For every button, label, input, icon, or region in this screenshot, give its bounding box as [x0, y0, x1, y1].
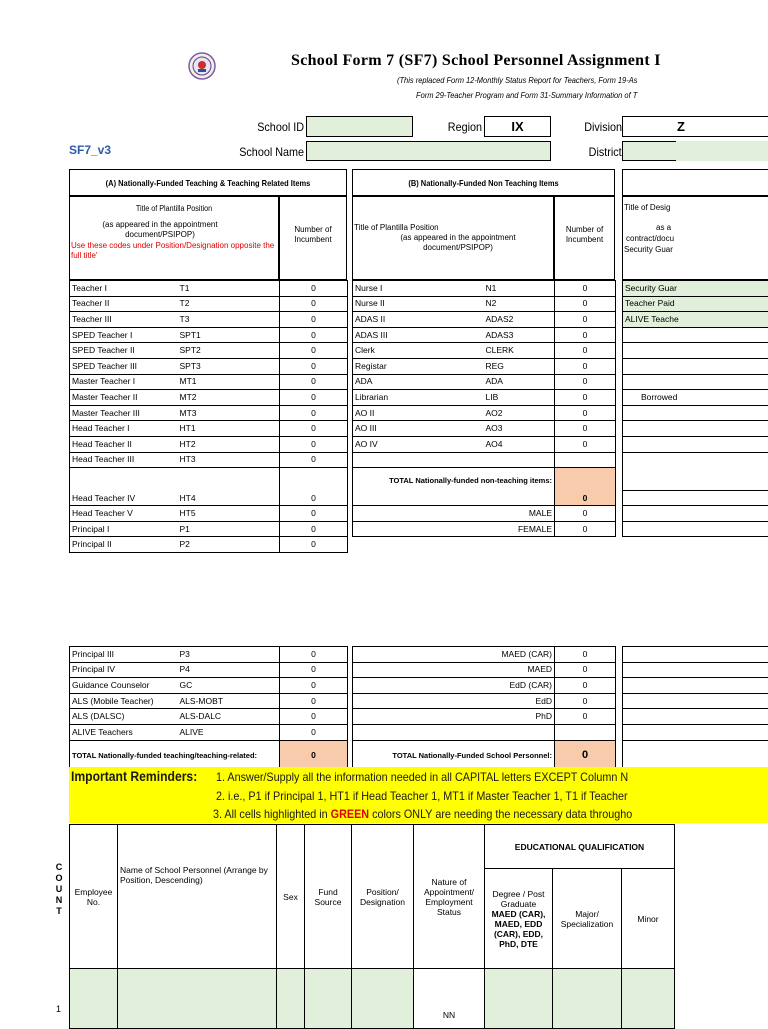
position-title: SPED Teacher I	[70, 327, 178, 343]
position-code: ADAS2	[484, 312, 555, 328]
incumbent-count: 0	[555, 405, 616, 421]
designation-cell[interactable]	[623, 343, 768, 359]
table-row	[353, 343, 616, 359]
position-code: HT1	[178, 421, 280, 437]
table-row	[623, 436, 768, 452]
section-b-count-header	[554, 196, 615, 280]
table-row	[623, 343, 768, 359]
designation-cell[interactable]: Borrowed	[623, 390, 768, 406]
reminder-line-3-pre: 3. All cells highlighted in	[213, 807, 331, 821]
position-code: T1	[178, 281, 280, 297]
designation-cell[interactable]	[623, 662, 768, 678]
position-code: T3	[178, 312, 280, 328]
designation-cell[interactable]	[623, 452, 768, 490]
form-title: School Form 7 (SF7) School Personnel Assignment I	[291, 52, 661, 70]
incumbent-count: 0	[280, 343, 348, 359]
name-cell[interactable]	[118, 969, 277, 1029]
degree-count: 0	[555, 709, 616, 725]
table-row	[623, 693, 768, 709]
section-c-col-title-a: Title of Desig	[623, 203, 768, 213]
total-nonteaching-label: TOTAL Nationally-funded non-teaching items:	[353, 468, 555, 506]
incumbent-count: 0	[555, 390, 616, 406]
position-title: Head Teacher I	[70, 421, 178, 437]
table-row	[70, 468, 348, 506]
empty-cell	[353, 452, 555, 468]
incumbent-count: 0	[280, 468, 348, 506]
table-row	[353, 374, 616, 390]
form-subtitle-1: (This replaced Form 12-Monthly Status Report for Teachers, Form 19-As	[397, 75, 637, 85]
incumbent-count: 0	[555, 374, 616, 390]
section-c-header	[622, 169, 768, 196]
position-code: N1	[484, 281, 555, 297]
position-code: N2	[484, 296, 555, 312]
nature-header: Nature of Appointment/ Employment Status	[414, 825, 485, 969]
reminder-line-3-post: colors ONLY are needing the necessary data througho	[369, 807, 632, 821]
position-title: ADAS III	[353, 327, 484, 343]
section-c-table	[622, 280, 768, 537]
position-code: T2	[178, 296, 280, 312]
designation-cell[interactable]	[623, 521, 768, 537]
table-row	[623, 312, 768, 328]
table-row	[623, 390, 768, 406]
employee-no-header: Employee No.	[70, 825, 118, 969]
section-a-count-header	[279, 196, 347, 280]
table-row	[70, 537, 348, 553]
edu-qual-header: EDUCATIONAL QUALIFICATION	[485, 825, 675, 869]
table-row	[623, 724, 768, 740]
incumbent-count: 0	[280, 374, 348, 390]
table-row	[353, 452, 616, 468]
degree-label: MAED (CAR)	[353, 647, 555, 663]
position-code: HT5	[178, 506, 280, 522]
table-row	[70, 662, 348, 678]
table-row	[353, 312, 616, 328]
incumbent-count: 0	[280, 521, 348, 537]
table-row	[70, 521, 348, 537]
reminder-line-2: 2. i.e., P1 if Principal 1, HT1 if Head Teacher 1, MT1 if Master Teacher 1, T1 if Teacher	[216, 789, 628, 803]
table-row	[623, 281, 768, 297]
degree-count: 0	[555, 662, 616, 678]
table-row	[70, 452, 348, 468]
section-a-col-title-note: Use these codes under Position/Designation opposite the full title'	[71, 241, 276, 261]
incumbent-count: 0	[280, 506, 348, 522]
designation-cell[interactable]	[623, 740, 768, 770]
sex-header: Sex	[277, 825, 305, 969]
nature-cell[interactable]: NN	[414, 969, 485, 1029]
form-version: SF7_v3	[69, 143, 111, 157]
female-label: FEMALE	[353, 521, 555, 537]
division-value-text: Z	[677, 117, 685, 137]
table-row	[623, 374, 768, 390]
table-row	[353, 709, 616, 725]
section-a-col-count: Number of Incumbent	[280, 225, 346, 245]
degree-count: 0	[555, 693, 616, 709]
total-row	[353, 468, 616, 506]
section-a-heading: (A) Nationally-Funded Teaching & Teaching Related Items	[87, 170, 330, 197]
position-code: HT4	[178, 468, 280, 506]
division-label: Division	[584, 120, 622, 134]
table-row	[353, 436, 616, 452]
section-a-table	[69, 280, 348, 553]
degree-count: 0	[555, 678, 616, 694]
table-row	[70, 327, 348, 343]
section-b-title-header	[352, 196, 554, 280]
table-row	[70, 678, 348, 694]
table-row	[353, 390, 616, 406]
incumbent-count: 0	[280, 327, 348, 343]
designation-cell[interactable]	[623, 678, 768, 694]
table-row	[623, 327, 768, 343]
position-title: AO II	[353, 405, 484, 421]
fund-source-header: Fund Source	[305, 825, 352, 969]
incumbent-count: 0	[280, 358, 348, 374]
position-title: ALS (DALSC)	[70, 709, 178, 725]
division-value[interactable]	[622, 116, 768, 137]
degree-label: MAED	[353, 662, 555, 678]
incumbent-count: 0	[555, 296, 616, 312]
position-title: Principal III	[70, 647, 178, 663]
female-row	[353, 521, 616, 537]
position-title: Master Teacher II	[70, 390, 178, 406]
designation-cell[interactable]: ALIVE Teache	[623, 312, 768, 328]
section-b-col-title: Title of Plantilla Position	[353, 223, 553, 233]
position-code: ADA	[484, 374, 555, 390]
school-name-input[interactable]	[306, 141, 551, 161]
incumbent-count: 0	[555, 281, 616, 297]
district-label: District	[589, 145, 622, 159]
position-code: AO2	[484, 405, 555, 421]
table-row	[353, 421, 616, 437]
table-row	[353, 647, 616, 663]
position-code: ALS-DALC	[178, 709, 280, 725]
position-title: ADAS II	[353, 312, 484, 328]
position-title: Principal I	[70, 521, 178, 537]
position-code: LIB	[484, 390, 555, 406]
table-row	[70, 693, 348, 709]
table-row	[353, 358, 616, 374]
school-id-input[interactable]	[306, 116, 413, 137]
table-row	[623, 452, 768, 490]
table-row	[70, 647, 348, 663]
position-code: REG	[484, 358, 555, 374]
position-code: P3	[178, 647, 280, 663]
personnel-table	[69, 824, 675, 1029]
position-code: SPT1	[178, 327, 280, 343]
position-title: Librarian	[353, 390, 484, 406]
designation-cell[interactable]	[623, 374, 768, 390]
position-title: Teacher III	[70, 312, 178, 328]
table-row	[623, 506, 768, 522]
position-title: Clerk	[353, 343, 484, 359]
incumbent-count: 0	[555, 358, 616, 374]
position-code: AO4	[484, 436, 555, 452]
table-row	[70, 281, 348, 297]
position-code: SPT3	[178, 358, 280, 374]
table-row	[623, 421, 768, 437]
table-row	[623, 521, 768, 537]
incumbent-count: 0	[280, 724, 348, 740]
incumbent-count: 0	[555, 436, 616, 452]
table-row	[623, 709, 768, 725]
incumbent-count: 0	[280, 537, 348, 553]
position-title: Teacher I	[70, 281, 178, 297]
section-c-col-title-d: Security Guar	[623, 245, 768, 255]
fund-source-cell[interactable]	[305, 969, 352, 1029]
incumbent-count: 0	[555, 312, 616, 328]
incumbent-count: 0	[280, 390, 348, 406]
position-code: MT3	[178, 405, 280, 421]
reminder-green-word: GREEN	[331, 807, 369, 821]
section-a-header	[69, 169, 347, 196]
table-row	[623, 740, 768, 770]
region-value[interactable]: IX	[484, 116, 551, 137]
section-a-col-title-sub: (as appeared in the appointment document/PSIPOP)	[80, 220, 240, 240]
incumbent-count: 0	[555, 421, 616, 437]
table-row	[70, 709, 348, 725]
table-row	[353, 693, 616, 709]
incumbent-count: 0	[280, 662, 348, 678]
table-row	[353, 327, 616, 343]
designation-cell[interactable]	[623, 724, 768, 740]
table-row	[70, 296, 348, 312]
section-c-col-title-b: as a	[623, 223, 768, 233]
position-title: SPED Teacher III	[70, 358, 178, 374]
incumbent-count: 0	[280, 693, 348, 709]
position-title: Master Teacher I	[70, 374, 178, 390]
position-title: Teacher II	[70, 296, 178, 312]
school-id-label: School ID	[257, 120, 304, 134]
incumbent-count: 0	[280, 452, 348, 468]
male-value: 0	[555, 506, 616, 522]
position-title: SPED Teacher II	[70, 343, 178, 359]
position-title: Head Teacher V	[70, 506, 178, 522]
table-row	[70, 436, 348, 452]
table-row	[623, 296, 768, 312]
degree-header	[485, 869, 553, 969]
table-row	[70, 374, 348, 390]
reminder-line-3	[213, 807, 632, 821]
table-row	[70, 724, 348, 740]
form-subtitle-2: Form 29-Teacher Program and Form 31-Summary Information of T	[416, 90, 637, 100]
position-code: ALIVE	[178, 724, 280, 740]
incumbent-count: 0	[555, 327, 616, 343]
position-code: HT3	[178, 452, 280, 468]
incumbent-count: 0	[280, 405, 348, 421]
incumbent-count: 0	[280, 421, 348, 437]
section-c-title-header	[622, 196, 768, 280]
empty-cell	[353, 724, 555, 740]
position-code: AO3	[484, 421, 555, 437]
total-teaching-value: 0	[280, 740, 348, 770]
degree-header-text: Degree / Post Graduate	[487, 889, 550, 909]
grand-total-label: TOTAL Nationally-Funded School Personnel:	[353, 740, 555, 770]
designation-cell[interactable]	[623, 405, 768, 421]
region-label: Region	[448, 120, 482, 134]
designation-cell[interactable]	[623, 421, 768, 437]
designation-cell[interactable]	[623, 709, 768, 725]
section-b-table-2	[352, 646, 616, 771]
table-row	[70, 421, 348, 437]
sex-cell[interactable]	[277, 969, 305, 1029]
incumbent-count: 0	[280, 647, 348, 663]
designation-cell[interactable]	[623, 693, 768, 709]
position-title: Registar	[353, 358, 484, 374]
table-row	[70, 343, 348, 359]
position-code: P1	[178, 521, 280, 537]
designation-cell[interactable]: Teacher Paid	[623, 296, 768, 312]
section-b-heading: (B) Nationally-Funded Non Teaching Items	[369, 170, 599, 197]
row-number: 1	[56, 1004, 61, 1014]
position-code: HT2	[178, 436, 280, 452]
table-row	[353, 296, 616, 312]
position-title: AO III	[353, 421, 484, 437]
table-row	[353, 662, 616, 678]
position-code: MT2	[178, 390, 280, 406]
position-title: ALIVE Teachers	[70, 724, 178, 740]
table-row	[70, 358, 348, 374]
designation-cell[interactable]	[623, 647, 768, 663]
position-title: Head Teacher III	[70, 452, 178, 468]
section-b-header	[352, 169, 615, 196]
section-a-title-header	[69, 196, 279, 280]
position-code: ADAS3	[484, 327, 555, 343]
incumbent-count: 0	[280, 709, 348, 725]
table-row	[353, 678, 616, 694]
employee-no-cell[interactable]	[70, 969, 118, 1029]
section-b-table	[352, 280, 616, 537]
name-header: Name of School Personnel (Arrange by Position, Descending)	[118, 825, 277, 969]
position-code: P4	[178, 662, 280, 678]
position-code: GC	[178, 678, 280, 694]
designation-cell[interactable]	[623, 506, 768, 522]
section-c-table-2	[622, 646, 768, 771]
position-title: AO IV	[353, 436, 484, 452]
position-cell[interactable]	[352, 969, 414, 1029]
incumbent-count: 0	[280, 296, 348, 312]
table-row	[623, 358, 768, 374]
table-row	[353, 405, 616, 421]
female-value: 0	[555, 521, 616, 537]
school-name-label: School Name	[239, 145, 304, 159]
district-green-extension	[676, 141, 768, 161]
degree-count: 0	[555, 647, 616, 663]
table-row	[70, 390, 348, 406]
position-title: ALS (Mobile Teacher)	[70, 693, 178, 709]
incumbent-count: 0	[280, 312, 348, 328]
male-row	[353, 506, 616, 522]
section-a-col-title: Title of Plantilla Position	[80, 204, 267, 214]
empty-cell	[555, 452, 616, 468]
designation-cell[interactable]	[623, 327, 768, 343]
table-row	[70, 506, 348, 522]
position-title: Master Teacher III	[70, 405, 178, 421]
major-cell[interactable]	[553, 969, 622, 1029]
table-row	[623, 647, 768, 663]
minor-header: Minor	[622, 869, 675, 969]
degree-label: EdD (CAR)	[353, 678, 555, 694]
section-a-table-2	[69, 646, 348, 771]
degree-cell[interactable]	[485, 969, 553, 1029]
position-code: ALS-MOBT	[178, 693, 280, 709]
total-teaching-label: TOTAL Nationally-funded teaching/teaching-related:	[70, 740, 280, 770]
position-title: Head Teacher IV	[70, 468, 178, 506]
table-row	[70, 312, 348, 328]
position-code: P2	[178, 537, 280, 553]
male-label: MALE	[353, 506, 555, 522]
degree-label: EdD	[353, 693, 555, 709]
designation-cell[interactable]	[623, 490, 768, 506]
position-title: Nurse I	[353, 281, 484, 297]
section-c-col-title-c: contract/docu	[623, 234, 768, 244]
degree-label: PhD	[353, 709, 555, 725]
empty-cell	[555, 724, 616, 740]
section-b-col-title-sub: (as appeared in the appointment document/PSIPOP)	[383, 233, 533, 253]
position-title: Nurse II	[353, 296, 484, 312]
position-title: ADA	[353, 374, 484, 390]
position-title: Head Teacher II	[70, 436, 178, 452]
designation-cell[interactable]: Security Guar	[623, 281, 768, 297]
grand-total-row	[353, 740, 616, 770]
reminders-heading: Important Reminders:	[71, 769, 197, 784]
incumbent-count: 0	[280, 678, 348, 694]
degree-list: MAED (CAR), MAED, EDD (CAR), EDD, PhD, DTE	[487, 909, 550, 949]
major-header: Major/ Specialization	[553, 869, 622, 969]
table-row	[623, 662, 768, 678]
designation-cell[interactable]	[623, 436, 768, 452]
table-row	[623, 678, 768, 694]
table-row	[623, 405, 768, 421]
minor-cell[interactable]	[622, 969, 675, 1029]
count-label: C O U N T	[54, 862, 64, 917]
position-title: Principal IV	[70, 662, 178, 678]
position-title: Guidance Counselor	[70, 678, 178, 694]
incumbent-count: 0	[280, 436, 348, 452]
position-title: Principal II	[70, 537, 178, 553]
table-row	[70, 405, 348, 421]
table-row	[623, 490, 768, 506]
grand-total-value: 0	[555, 740, 616, 770]
position-code: SPT2	[178, 343, 280, 359]
deped-seal-icon	[188, 52, 216, 80]
table-row	[353, 724, 616, 740]
position-header: Position/ Designation	[352, 825, 414, 969]
position-code: MT1	[178, 374, 280, 390]
table-row	[353, 281, 616, 297]
reminder-line-1: 1. Answer/Supply all the information needed in all CAPITAL letters EXCEPT Column N	[216, 770, 628, 784]
incumbent-count: 0	[555, 343, 616, 359]
designation-cell[interactable]	[623, 358, 768, 374]
position-code: CLERK	[484, 343, 555, 359]
incumbent-count: 0	[280, 281, 348, 297]
total-nonteaching-value: 0	[555, 468, 616, 506]
total-row	[70, 740, 348, 770]
section-b-col-count: Number of Incumbent	[555, 225, 614, 245]
